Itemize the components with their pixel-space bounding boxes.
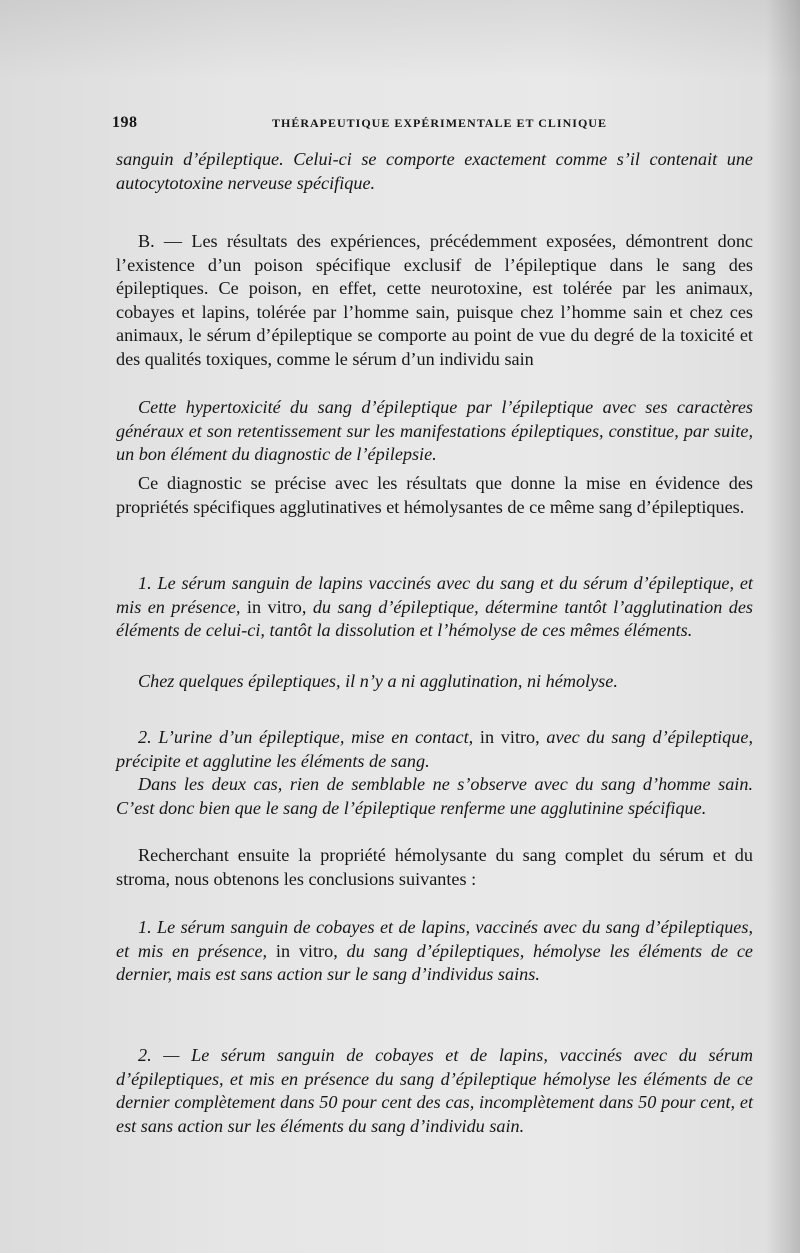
page-edge-shadow — [766, 0, 800, 1253]
paragraph-result-2-start: 2. L’urine d’un épileptique, mise en contact, — [138, 727, 480, 747]
paragraph-hemolysis-result-1 — [116, 916, 753, 987]
paragraph-result-1-start: 1. Le sérum sanguin de lapins vaccinés avec du sang et du sérum d’épileptique, et mis en présence, — [116, 573, 753, 617]
paragraph-result-1-end: du sang d’épileptique, détermine tantôt l’agglutination des éléments de celui-ci, tantôt la dissolution et l’hémolyse de ces mêmes éléments. — [116, 596, 753, 640]
paragraph-hypertoxicity: Cette hypertoxicité du sang d’épileptique par l’épileptique avec ses caractères généraux et son retentissement sur les manifestations épileptiques, constitue, par suite, un bon élément du diagnostic de l’épilepsie. — [116, 397, 753, 464]
paragraph-hemolysis-result-1-in-vitro: in vitro, — [275, 940, 338, 961]
paragraph-section-b: B. — Les résultats des expériences, précédemment exposées, démontrent donc l’existence d’un poison spécifique exclusif de l’épileptique dans le sang des épileptiques. Ce poison, en effet, cette neurotoxine, est tolérée par les animaux, cobayes et lapins, tolérée par l’homme sain, puisque chez l’homme sain et chez ces animaux, le sérum d’épileptique se comporte au point de vue du degré de la toxicité et des qualités toxiques, comme le sérum d’un individu sain — [116, 231, 753, 369]
paragraph-result-2 — [116, 726, 753, 773]
paragraph-hemolysis-research: Recherchant ensuite la propriété hémolysante du sang complet du sérum et du stroma, nous obtenons les conclusions suivantes : — [116, 845, 753, 889]
paragraph-continuation: sanguin d’épileptique. Celui-ci se comporte exactement comme s’il contenait une autocytotoxine nerveuse spécifique. — [116, 149, 753, 193]
paragraph-result-2-end: avec du sang d’épileptique, précipite et agglutine les éléments de sang. — [116, 727, 753, 771]
paragraph-result-1-in-vitro: in vitro, — [246, 596, 307, 617]
paragraph-hemolysis-result-1-end: du sang d’épileptiques, hémolyse les éléments de ce dernier, mais est sans action sur le sang d’individus sains. — [116, 940, 753, 984]
paragraph-result-2-in-vitro: in vitro, — [479, 727, 540, 747]
paragraph-diagnostic: Ce diagnostic se précise avec les résultats que donne la mise en évidence des propriétés spécifiques agglutinatives et hémolysantes de ce même sang d’épileptiques. — [116, 473, 753, 517]
page-top-shadow — [0, 0, 800, 80]
paragraph-hemolysis-result-2: 2. — Le sérum sanguin de cobayes et de lapins, vaccinés avec du sérum d’épileptiques, et mis en présence du sang d’épileptique hémolyse les éléments de ce dernier complètement dans 50 pour cent des cas, incomplètement dans 50 pour cent, et est sans action sur les éléments du sang d’individu sain. — [116, 1045, 753, 1136]
page-header — [112, 114, 608, 136]
paragraph-hemolysis-result-1-start: 1. Le sérum sanguin de cobayes et de lapins, vaccinés avec du sang d’épileptiques, et mis en présence, — [116, 917, 753, 961]
running-title: THÉRAPEUTIQUE EXPÉRIMENTALE ET CLINIQUE — [272, 116, 607, 130]
page-number: 198 — [112, 114, 138, 131]
paragraph-two-cases: Dans les deux cas, rien de semblable ne s’observe avec du sang d’homme sain. C’est donc bien que le sang de l’épileptique renferme une agglutinine spécifique. — [116, 774, 753, 818]
paragraph-result-1 — [116, 572, 753, 643]
paragraph-no-agglutination: Chez quelques épileptiques, il n’y a ni agglutination, ni hémolyse. — [138, 671, 618, 691]
